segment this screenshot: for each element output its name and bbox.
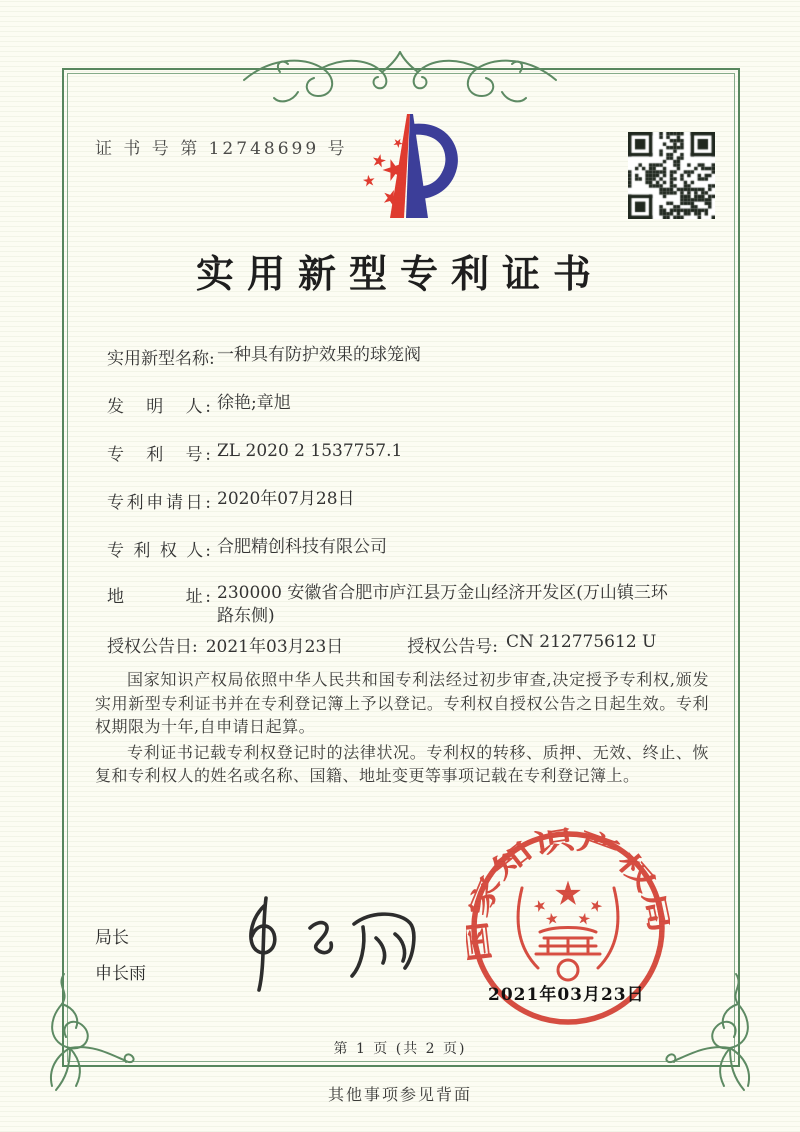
- handwritten-signature-icon: [212, 890, 427, 999]
- legal-text-block: [95, 668, 709, 790]
- field-value: 一种具有防护效果的球笼阀: [217, 345, 421, 365]
- signer-name: 申长雨: [95, 964, 146, 984]
- signer-title: 局长: [95, 928, 129, 948]
- signer-block: [95, 920, 146, 992]
- grant-date-value: 2021年03月23日: [205, 637, 344, 657]
- field-label: 专 利 号:: [107, 445, 211, 465]
- national-emblem-icon: [532, 881, 603, 925]
- field-value: 合肥精创科技有限公司: [217, 537, 387, 557]
- field-label: 实用新型名称:: [107, 349, 215, 369]
- field-value: 230000 安徽省合肥市庐江县万金山经济开发区(万山镇三环路东侧): [217, 583, 668, 626]
- certificate-title: 实用新型专利证书: [195, 251, 604, 296]
- field-value: 徐艳;章旭: [217, 393, 291, 413]
- field-row-filing-date: [107, 488, 355, 513]
- legal-paragraph-1: 国家知识产权局依照中华人民共和国专利法经过初步审查,决定授予专利权,颁发实用新型专利证书并在专利登记簿上予以登记。专利权自授权公告之日起生效。专利权期限为十年,自申请日起算。: [95, 670, 709, 736]
- field-value: ZL 2020 2 1537757.1: [217, 441, 403, 461]
- field-value: 2020年07月28日: [217, 489, 355, 509]
- qr-code: [628, 132, 715, 219]
- field-row-patentee: [107, 536, 387, 561]
- legal-paragraph-2: 专利证书记载专利权登记时的法律状况。专利权的转移、质押、无效、终止、恢复和专利权人的姓名或名称、国籍、地址变更等事项记载在专利登记簿上。: [95, 742, 709, 785]
- cnipa-logo-icon: [348, 110, 466, 228]
- top-center-flourish-icon: [240, 40, 560, 114]
- grant-date-pair: [107, 632, 343, 657]
- field-label: 地 址:: [107, 587, 211, 607]
- field-row-name: [107, 344, 421, 369]
- field-label: 发 明 人:: [107, 397, 211, 417]
- field-row-address: [107, 582, 672, 628]
- field-label: 专利申请日:: [107, 493, 211, 513]
- field-row-inventor: [107, 392, 291, 417]
- seal-date: 2021年03月23日: [488, 985, 645, 1005]
- back-side-note: 其他事项参见背面: [327, 1085, 472, 1104]
- grant-no-label: 授权公告号:: [407, 637, 498, 657]
- seal-org-text: 国家知识产权局: [466, 826, 670, 964]
- field-label: 专 利 权 人:: [107, 541, 211, 561]
- grant-no-pair: [407, 632, 656, 657]
- field-row-grant: [107, 632, 717, 657]
- bottom-right-flourish-icon: [662, 972, 774, 1094]
- page-number: 第 1 页 (共 2 页): [333, 1041, 467, 1057]
- certificate-number: 证 书 号 第 12748699 号: [95, 139, 348, 159]
- field-row-patent-no: [107, 440, 402, 465]
- grant-date-label: 授权公告日:: [107, 637, 198, 657]
- grant-no-value: CN 212775612 U: [506, 632, 657, 652]
